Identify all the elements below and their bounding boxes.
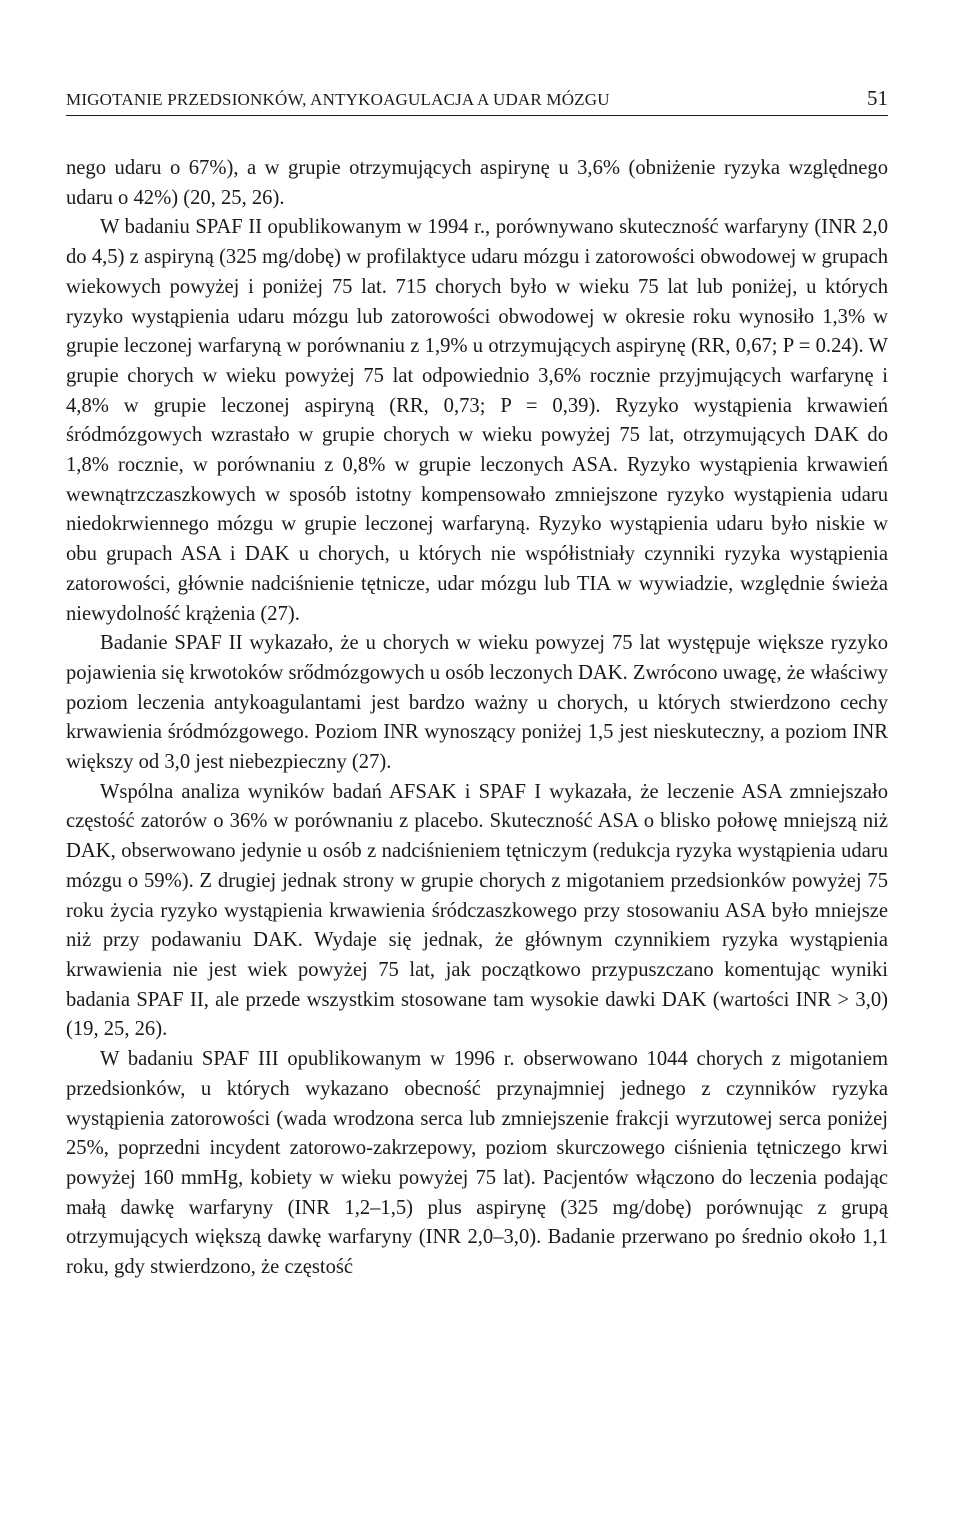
paragraph-spaf-ii: W badaniu SPAF II opublikowanym w 1994 r., porównywano skuteczność warfaryny (INR 2,0 do 4,5) z aspiryną (325 mg/dobę) w profilaktyce udaru mózgu i zatorowości obwodowej w grupach wiekowych powyżej i poniżej 75 lat. 715 chorych było w wieku 75 lat lub poniżej, u których ryzyko wystąpienia udaru mózgu lub zatorowości obwodowej w okresie roku wynosiło 1,3% w grupie leczonej warfaryną w porównaniu z 1,9% u otrzymujących aspirynę (RR, 0,67; P = 0.24). W grupie chorych w wieku powyżej 75 lat odpowiednio 3,6% rocznie przyjmujących warfarynę i 4,8% w grupie leczonej aspiryną (RR, 0,73; P = 0,39). Ryzyko wystąpienia krwawień śródmózgowych wzrastało w grupie chorych w wieku powyżej 75 lat, otrzymujących DAK do 1,8% rocznie, w porównaniu z 0,8% w grupie leczonych ASA. Ryzyko wystąpienia krwawień wewnątrzczaszkowych w sposób istotny kompensowało zmniejszone ryzyko wystąpienia udaru niedokrwiennego mózgu w grupie leczonej warfaryną. Ryzyko wystąpienia udaru było niskie w obu grupach ASA i DAK u chorych, u których nie współistniały czynniki ryzyka wystąpienia zatorowości, głównie nadciśnienie tętnicze, udar mózgu lub TIA w wywiadzie, względnie świeża niewydolność krążenia (27). bbox=[66, 216, 888, 625]
chapter-title: MIGOTANIE PRZEDSIONKÓW, ANTYKOAGULACJA A UDAR MÓZGU bbox=[66, 90, 610, 109]
book-page bbox=[66, 86, 888, 1283]
paragraph-spaf-iii: W badaniu SPAF III opublikowanym w 1996 r. obserwowano 1044 chorych z migotaniem przedsionków, u których wykazano obecność przynajmniej jednego z czynników ryzyka wystąpienia zatorowości (wada wrodzona serca lub zmniejszenie frakcji wyrzutowej serca poniżej 25%, poprzedni incydent zatorowo-zakrzepowy, poziom skurczowego ciśnienia tętniczego krwi powyżej 160 mmHg, kobiety w wieku powyżej 75 lat). Pacjentów włączono do leczenia podając małą dawkę warfaryny (INR 1,2–1,5) plus aspirynę (325 mg/dobę) porównując z grupą otrzymujących większą dawkę warfaryny (INR 2,0–3,0). Badanie przerwano po średnio około 1,1 roku, gdy stwierdzono, że częstość bbox=[66, 1048, 888, 1279]
paragraph-spaf-ii-bleeding: Badanie SPAF II wykazało, że u chorych w wieku powyzej 75 lat występuje większe ryzyko pojawienia się krwotoków srődmózgowych u osób leczonych DAK. Zwrócono uwagę, że właściwy poziom leczenia antykoagulantami jest bardzo ważny u chorych, u których stwierdzono cechy krwawienia śródmózgowego. Poziom INR wynoszący poniżej 1,5 jest nieskuteczny, a poziom INR większy od 3,0 jest niebezpieczny (27). bbox=[66, 632, 888, 774]
paragraph-continuation: nego udaru o 67%), a w grupie otrzymujących aspirynę u 3,6% (obniżenie ryzyka względnego udaru o 42%) (20, 25, 26). bbox=[66, 157, 888, 209]
paragraph-afsak-spaf-i: Wspólna analiza wyników badań AFSAK i SPAF I wykazała, że leczenie ASA zmniejszało częstość zatorów o 36% w porównaniu z placebo. Skuteczność ASA o blisko połowę mniejszą niż DAK, obserwowano jedynie u osób z nadciśnieniem tętniczym (redukcja ryzyka wystąpienia udaru mózgu o 59%). Z drugiej jednak strony w grupie chorych z migotaniem przedsionków powyżej 75 roku życia ryzyko wystąpienia krwawienia śródczaszkowego przy stosowaniu ASA było mniejsze niż przy podawaniu DAK. Wydaje się jednak, że głównym czynnikiem ryzyka wystąpienia krwawienia nie jest wiek powyżej 75 lat, jak początkowo przypuszczano komentując wyniki badania SPAF II, ale przede wszystkim stosowane tam wysokie dawki DAK (wartości INR > 3,0) (19, 25, 26). bbox=[66, 780, 888, 1041]
page-number: 51 bbox=[867, 86, 888, 110]
running-header bbox=[66, 86, 888, 116]
body-text bbox=[66, 154, 888, 1283]
